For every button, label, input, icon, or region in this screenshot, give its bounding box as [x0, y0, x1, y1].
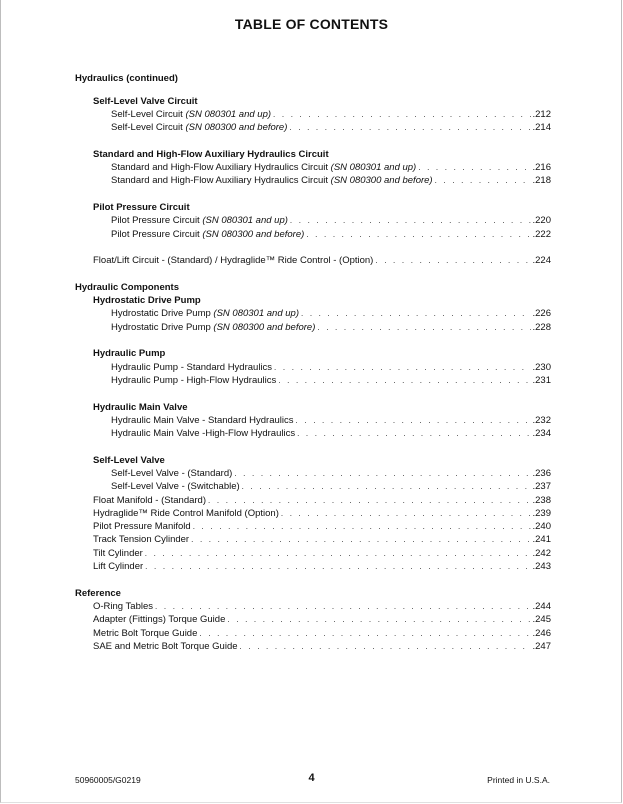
toc-entry-label: Self-Level Circuit (SN 080300 and before) [111, 122, 288, 134]
toc-entry[interactable] [111, 161, 551, 174]
toc-page-number: .237 [532, 481, 551, 493]
toc-page-number: .212 [532, 108, 551, 120]
subsection-heading: Self-Level Valve [93, 454, 165, 466]
dot-leader [375, 254, 530, 267]
toc-page-number: .214 [532, 122, 551, 134]
toc-entry-label: Float/Lift Circuit - (Standard) / Hydraglide™ Ride Control - (Option) [93, 255, 374, 267]
dot-leader [296, 414, 531, 427]
subsection-heading: Hydraulic Pump [93, 348, 166, 360]
toc-entry[interactable] [111, 121, 551, 134]
dot-leader [278, 374, 530, 387]
toc-entry-label: Hydraulic Main Valve -High-Flow Hydraulics [111, 428, 296, 440]
toc-page-number: .246 [532, 627, 551, 639]
dot-leader [290, 214, 531, 227]
toc-entry[interactable] [111, 374, 551, 387]
toc-entry-label: Hydrostatic Drive Pump (SN 080301 and up) [111, 308, 299, 320]
dot-leader [289, 121, 530, 134]
subsection-heading: Self-Level Valve Circuit [93, 95, 198, 107]
dot-leader [435, 174, 531, 187]
toc-entry[interactable] [93, 520, 551, 533]
toc-entry-label: Track Tension Cylinder [93, 534, 190, 546]
dot-leader [155, 600, 530, 613]
toc-page-number: .234 [532, 428, 551, 440]
toc-entry[interactable] [93, 600, 551, 613]
toc-entry[interactable] [93, 613, 551, 626]
dot-leader [281, 507, 531, 520]
dot-leader [273, 108, 530, 121]
table-of-contents [75, 72, 551, 653]
toc-entry-label: Hydraulic Pump - High-Flow Hydraulics [111, 374, 277, 386]
subsection-heading: Pilot Pressure Circuit [93, 202, 190, 214]
toc-entry-label: Hydrostatic Drive Pump (SN 080300 and before) [111, 321, 316, 333]
toc-entry[interactable] [111, 307, 551, 320]
toc-entry[interactable] [111, 321, 551, 334]
toc-entry-label: Hydraulic Pump - Standard Hydraulics [111, 361, 273, 373]
toc-entry-label: Pilot Pressure Circuit (SN 080301 and up) [111, 215, 288, 227]
toc-page-number: .238 [532, 494, 551, 506]
subsection-heading: Hydraulic Main Valve [93, 401, 188, 413]
toc-entry-label: SAE and Metric Bolt Torque Guide [93, 640, 238, 652]
toc-entry[interactable] [111, 228, 551, 241]
dot-leader [227, 613, 530, 626]
toc-page-number: .228 [532, 321, 551, 333]
toc-entry[interactable] [111, 174, 551, 187]
section-heading: Reference [75, 587, 121, 599]
page-number: 4 [308, 772, 315, 784]
toc-entry-label: O-Ring Tables [93, 600, 154, 612]
toc-entry[interactable] [111, 480, 551, 493]
toc-entry-label: Pilot Pressure Circuit (SN 080300 and before) [111, 228, 305, 240]
dot-leader [234, 467, 530, 480]
toc-page-number: .232 [532, 414, 551, 426]
document-number: 50960005/G0219 [75, 775, 141, 785]
subsection-heading: Standard and High-Flow Auxiliary Hydraulics Circuit [93, 148, 329, 160]
toc-entry[interactable] [93, 533, 551, 546]
section-heading: Hydraulic Components [75, 281, 179, 293]
dot-leader [297, 427, 530, 440]
toc-entry[interactable] [93, 507, 551, 520]
page-title: TABLE OF CONTENTS [234, 16, 389, 32]
dot-leader [145, 547, 531, 560]
toc-page-number: .218 [532, 175, 551, 187]
toc-entry[interactable] [93, 627, 551, 640]
toc-entry[interactable] [93, 560, 551, 573]
toc-entry-label: Adapter (Fittings) Torque Guide [93, 614, 226, 626]
toc-page-number: .230 [532, 361, 551, 373]
dot-leader [301, 307, 531, 320]
section-heading: Hydraulics (continued) [75, 73, 178, 84]
toc-entry-label: Pilot Pressure Manifold [93, 521, 191, 533]
dot-leader [199, 627, 530, 640]
toc-entry[interactable] [93, 640, 551, 653]
toc-page-number: .245 [532, 614, 551, 626]
toc-page-number: .216 [532, 162, 551, 174]
dot-leader [418, 161, 530, 174]
dot-leader [317, 321, 530, 334]
toc-entry[interactable] [93, 547, 551, 560]
toc-page-number: .247 [532, 640, 551, 652]
toc-page-number: .236 [532, 468, 551, 479]
dot-leader [208, 494, 531, 507]
toc-page-number: .220 [532, 215, 551, 227]
toc-entry[interactable] [111, 361, 551, 374]
dot-leader [274, 361, 530, 374]
toc-entry[interactable] [93, 254, 551, 267]
toc-page-number: .240 [532, 521, 551, 533]
toc-page-number: .243 [532, 561, 551, 573]
toc-page-number: .222 [532, 228, 551, 240]
dot-leader [240, 640, 531, 653]
toc-page-number: .244 [532, 600, 551, 612]
subsection-heading: Hydrostatic Drive Pump [93, 295, 201, 307]
toc-page-number: .226 [532, 308, 551, 320]
toc-page-number: .224 [532, 255, 551, 267]
toc-entry-label: Metric Bolt Torque Guide [93, 627, 198, 639]
printed-note: Printed in U.S.A. [487, 775, 550, 785]
toc-entry-label: Standard and High-Flow Auxiliary Hydraulics Circuit (SN 080300 and before) [111, 175, 433, 187]
dot-leader [242, 480, 531, 493]
toc-entry[interactable] [111, 414, 551, 427]
toc-entry-label: Float Manifold - (Standard) [93, 494, 206, 506]
toc-entry[interactable] [93, 494, 551, 507]
toc-entry-label: Lift Cylinder [93, 561, 144, 573]
toc-entry[interactable] [111, 467, 551, 480]
dot-leader [191, 533, 530, 546]
toc-page-number: .231 [532, 374, 551, 386]
dot-leader [306, 228, 530, 241]
toc-entry-label: Self-Level Circuit (SN 080301 and up) [111, 108, 272, 120]
toc-page-number: .241 [532, 534, 551, 546]
toc-entry[interactable] [111, 427, 551, 440]
toc-page-number: .239 [532, 507, 551, 519]
toc-entry-label: Self-Level Valve - (Standard) [111, 468, 233, 479]
toc-entry-label: Self-Level Valve - (Switchable) [111, 481, 240, 493]
toc-entry[interactable] [111, 214, 551, 227]
toc-entry-label: Hydraulic Main Valve - Standard Hydraulics [111, 414, 294, 426]
toc-entry-label: Hydraglide™ Ride Control Manifold (Option) [93, 507, 279, 519]
toc-entry-label: Tilt Cylinder [93, 547, 143, 559]
dot-leader [193, 520, 531, 533]
toc-page-number: .242 [532, 547, 551, 559]
toc-entry[interactable] [111, 108, 551, 121]
dot-leader [145, 560, 530, 573]
toc-entry-label: Standard and High-Flow Auxiliary Hydraulics Circuit (SN 080301 and up) [111, 162, 417, 174]
